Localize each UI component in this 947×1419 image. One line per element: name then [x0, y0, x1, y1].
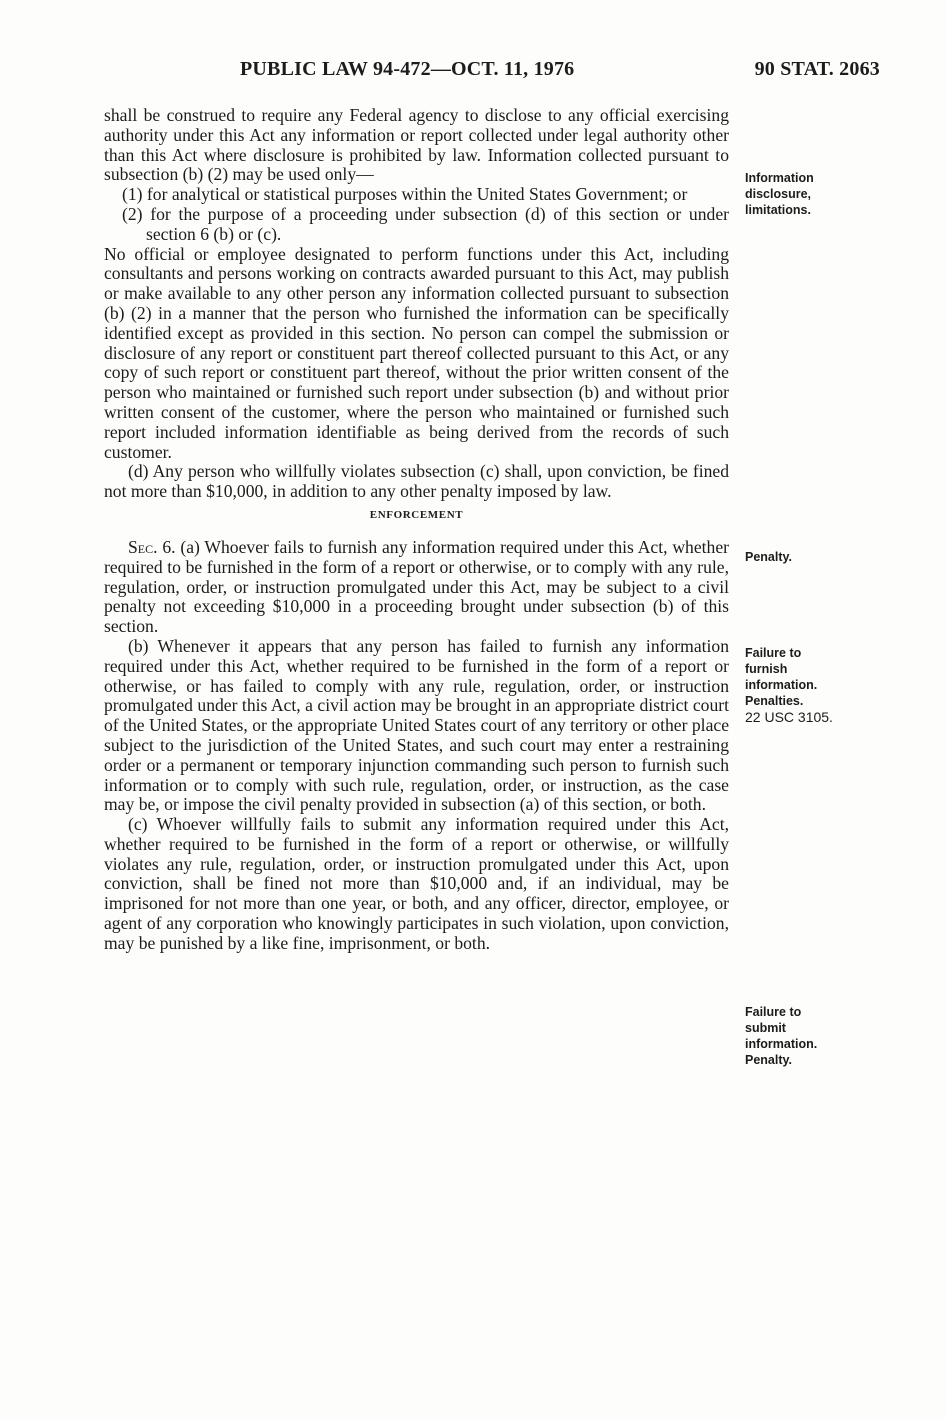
section-heading-enforcement: ENFORCEMENT [369, 508, 464, 521]
margin-note-line: information. [745, 678, 818, 692]
margin-note-line: Penalty. [745, 550, 793, 564]
paragraph-subsection-d: (d) Any person who willfully violates subsection (c) shall, upon conviction, be fined not more than $10,000, in addition to any other penalty imposed by law. [104, 461, 729, 502]
margin-note-line: information. [745, 1037, 818, 1051]
paragraph-sec6-b: (b) Whenever it appears that any person has failed to furnish any information required under this Act, whether required to be furnished in the form of a report or otherwise, or has failed to comply with any rule, regulation, order, or instruction promulgated under this Act, a civil action may be brought in an appropriate district court of the United States, or the appropriate United States court of any territory or other place subject to the jurisdiction of the United States, and such court may enter a restraining order or a permanent or temporary injunction commanding such person to furnish such information or to comply with such rule, regulation, order, or instruction, as the case may be, or impose the civil penalty provided in subsection (a) of this section, or both. [104, 635, 729, 815]
margin-note-information-disclosure [745, 170, 814, 218]
margin-note-line: Penalty. [745, 1053, 793, 1067]
margin-note-failure-to-furnish [745, 645, 833, 725]
paragraph-sec6-a [104, 538, 729, 637]
list-item-analytical: (1) for analytical or statistical purposes within the United States Government; or [122, 184, 688, 205]
main-text [104, 106, 729, 954]
margin-note-line: furnish [745, 662, 788, 676]
usc-citation: 22 USC 3105. [745, 709, 833, 725]
paragraph-disclosure: shall be construed to require any Federal agency to disclose to any official exercising authority under this Act any information or report collected under legal authority other than this Act where disclosure is prohibited by law. Information collected pursuant to subsection (b) (2) may be used only— [104, 105, 729, 185]
margin-note-penalty [745, 549, 792, 565]
margin-note-line: Penalties. [745, 694, 804, 708]
section-label: Sec. 6. [128, 536, 176, 557]
statute-page-number: 90 STAT. 2063 [754, 58, 880, 80]
margin-note-line: limitations. [745, 203, 811, 217]
running-title: PUBLIC LAW 94-472—OCT. 11, 1976 [240, 58, 575, 80]
margin-note-line: submit [745, 1021, 786, 1035]
margin-note-line: disclosure, [745, 187, 811, 201]
paragraph-confidentiality: No official or employee designated to perform functions under this Act, including consultants and persons working on contracts awarded pursuant to this Act, may publish or make available to any other person any information collected pursuant to subsection (b) (2) in a manner that the person who furnished the information can be specifically identified except as provided in this section. No person can compel the submission or disclosure of any report or constituent part thereof collected pursuant to this Act, or any copy of such report or constituent part thereof, without the prior written consent of the person who maintained or furnished such report under subsection (b) and without prior written consent of the customer, where the person who maintained or furnished such report included information identifiable as being derived from the records of such customer. [104, 243, 729, 462]
margin-note-line: Failure to [745, 1005, 802, 1019]
margin-note-line: Failure to [745, 646, 802, 660]
page-header [240, 58, 880, 88]
paragraph-sec6-c: (c) Whoever willfully fails to submit any information required under this Act, whether required to be furnished in the form of a report or otherwise, or willfully violates any rule, regulation, order, or instruction promulgated under this Act, upon conviction, shall be fined not more than $10,000 and, if an individual, may be imprisoned for not more than one year, or both, and any officer, director, employee, or agent of any corporation who knowingly participates in such violation, upon conviction, may be punished by a like fine, imprisonment, or both. [104, 814, 729, 953]
paragraph-sec6-a-text: (a) Whoever fails to furnish any information required under this Act, whether required to be furnished in the form of a report or otherwise, or to comply with any rule, regulation, order, or instruction promulgated under this Act, may be subject to a civil penalty not exceeding $10,000 in a proceeding brought under subsection (b) of this section. [104, 536, 729, 637]
list-item-proceeding: (2) for the purpose of a proceeding under subsection (d) of this section or under section 6 (b) or (c). [122, 203, 729, 244]
margin-note-line: Information [745, 171, 814, 185]
margin-note-failure-to-submit [745, 1004, 817, 1068]
